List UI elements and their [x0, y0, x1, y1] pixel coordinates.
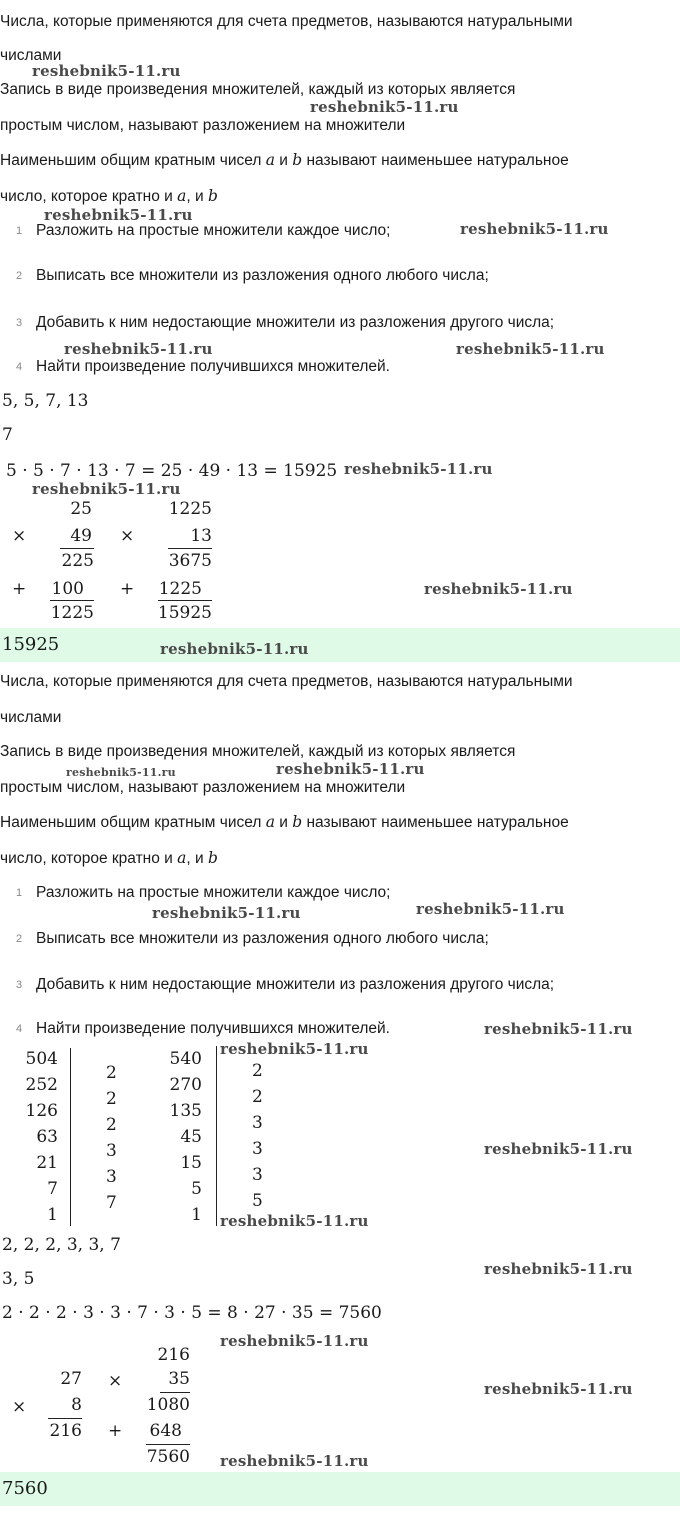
definition-factorization-line2: простым числом, называют разложением на множители — [0, 779, 406, 796]
missing-factors-line: 3, 5 — [2, 1269, 35, 1289]
definition-lcm-line2: число, которое кратно и a, и b — [0, 849, 218, 867]
watermark: reshebnik5-11.ru — [484, 1140, 633, 1158]
watermark: reshebnik5-11.ru — [32, 480, 181, 498]
watermark: reshebnik5-11.ru — [32, 62, 181, 80]
var-b: b — [292, 151, 303, 169]
watermark: reshebnik5-11.ru — [276, 760, 425, 778]
var-b: b — [292, 813, 303, 831]
product-equation: 2 · 2 · 2 · 3 · 3 · 7 · 3 · 5 = 8 · 27 · 35 = 7560 — [2, 1303, 382, 1323]
watermark: reshebnik5-11.ru — [310, 98, 459, 116]
watermark: reshebnik5-11.ru — [160, 640, 309, 658]
definition-natural-line1: Числа, которые применяются для счета предметов, называются натуральными — [0, 673, 573, 690]
definition-natural-line2: числами — [0, 47, 62, 64]
watermark: reshebnik5-11.ru — [220, 1332, 369, 1350]
definition-natural-line2: числами — [0, 709, 62, 726]
answer-value: 15925 — [2, 634, 60, 655]
watermark: reshebnik5-11.ru — [416, 900, 565, 918]
answer-band — [0, 628, 680, 662]
missing-factors-line: 7 — [2, 425, 13, 445]
watermark: reshebnik5-11.ru — [424, 580, 573, 598]
factors-line: 2, 2, 2, 3, 3, 7 — [2, 1235, 121, 1255]
watermark: reshebnik5-11.ru — [64, 340, 213, 358]
definition-lcm-line2: число, которое кратно и a, и b — [0, 187, 218, 205]
watermark: reshebnik5-11.ru — [44, 206, 193, 224]
var-a: a — [265, 813, 275, 831]
definition-factorization-line1: Запись в виде произведения множителей, каждый из которых является — [0, 81, 516, 98]
watermark: reshebnik5-11.ru — [152, 904, 301, 922]
watermark: reshebnik5-11.ru — [484, 1380, 633, 1398]
definition-natural-line1: Числа, которые применяются для счета предметов, называются натуральными — [0, 13, 573, 30]
watermark: reshebnik5-11.ru — [344, 460, 493, 478]
watermark: reshebnik5-11.ru — [456, 340, 605, 358]
watermark: reshebnik5-11.ru — [66, 766, 176, 779]
watermark: reshebnik5-11.ru — [484, 1260, 633, 1278]
var-a: a — [265, 151, 275, 169]
answer-value: 7560 — [2, 1478, 48, 1499]
factors-line: 5, 5, 7, 13 — [2, 391, 89, 411]
definition-lcm-line1: Наименьшим общим кратным чисел a и b называют наименьшее натуральное — [0, 151, 569, 169]
watermark: reshebnik5-11.ru — [460, 220, 609, 238]
definition-factorization-line1: Запись в виде произведения множителей, каждый из которых является — [0, 743, 516, 760]
product-equation: 5 · 5 · 7 · 13 · 7 = 25 · 49 · 13 = 15925 — [6, 461, 338, 481]
answer-band — [0, 1472, 680, 1506]
watermark: reshebnik5-11.ru — [220, 1452, 369, 1470]
watermark: reshebnik5-11.ru — [220, 1212, 369, 1230]
watermark: reshebnik5-11.ru — [220, 1040, 369, 1058]
watermark: reshebnik5-11.ru — [484, 1020, 633, 1038]
definition-lcm-line1: Наименьшим общим кратным чисел a и b называют наименьшее натуральное — [0, 813, 569, 831]
definition-factorization-line2: простым числом, называют разложением на множители — [0, 117, 406, 134]
